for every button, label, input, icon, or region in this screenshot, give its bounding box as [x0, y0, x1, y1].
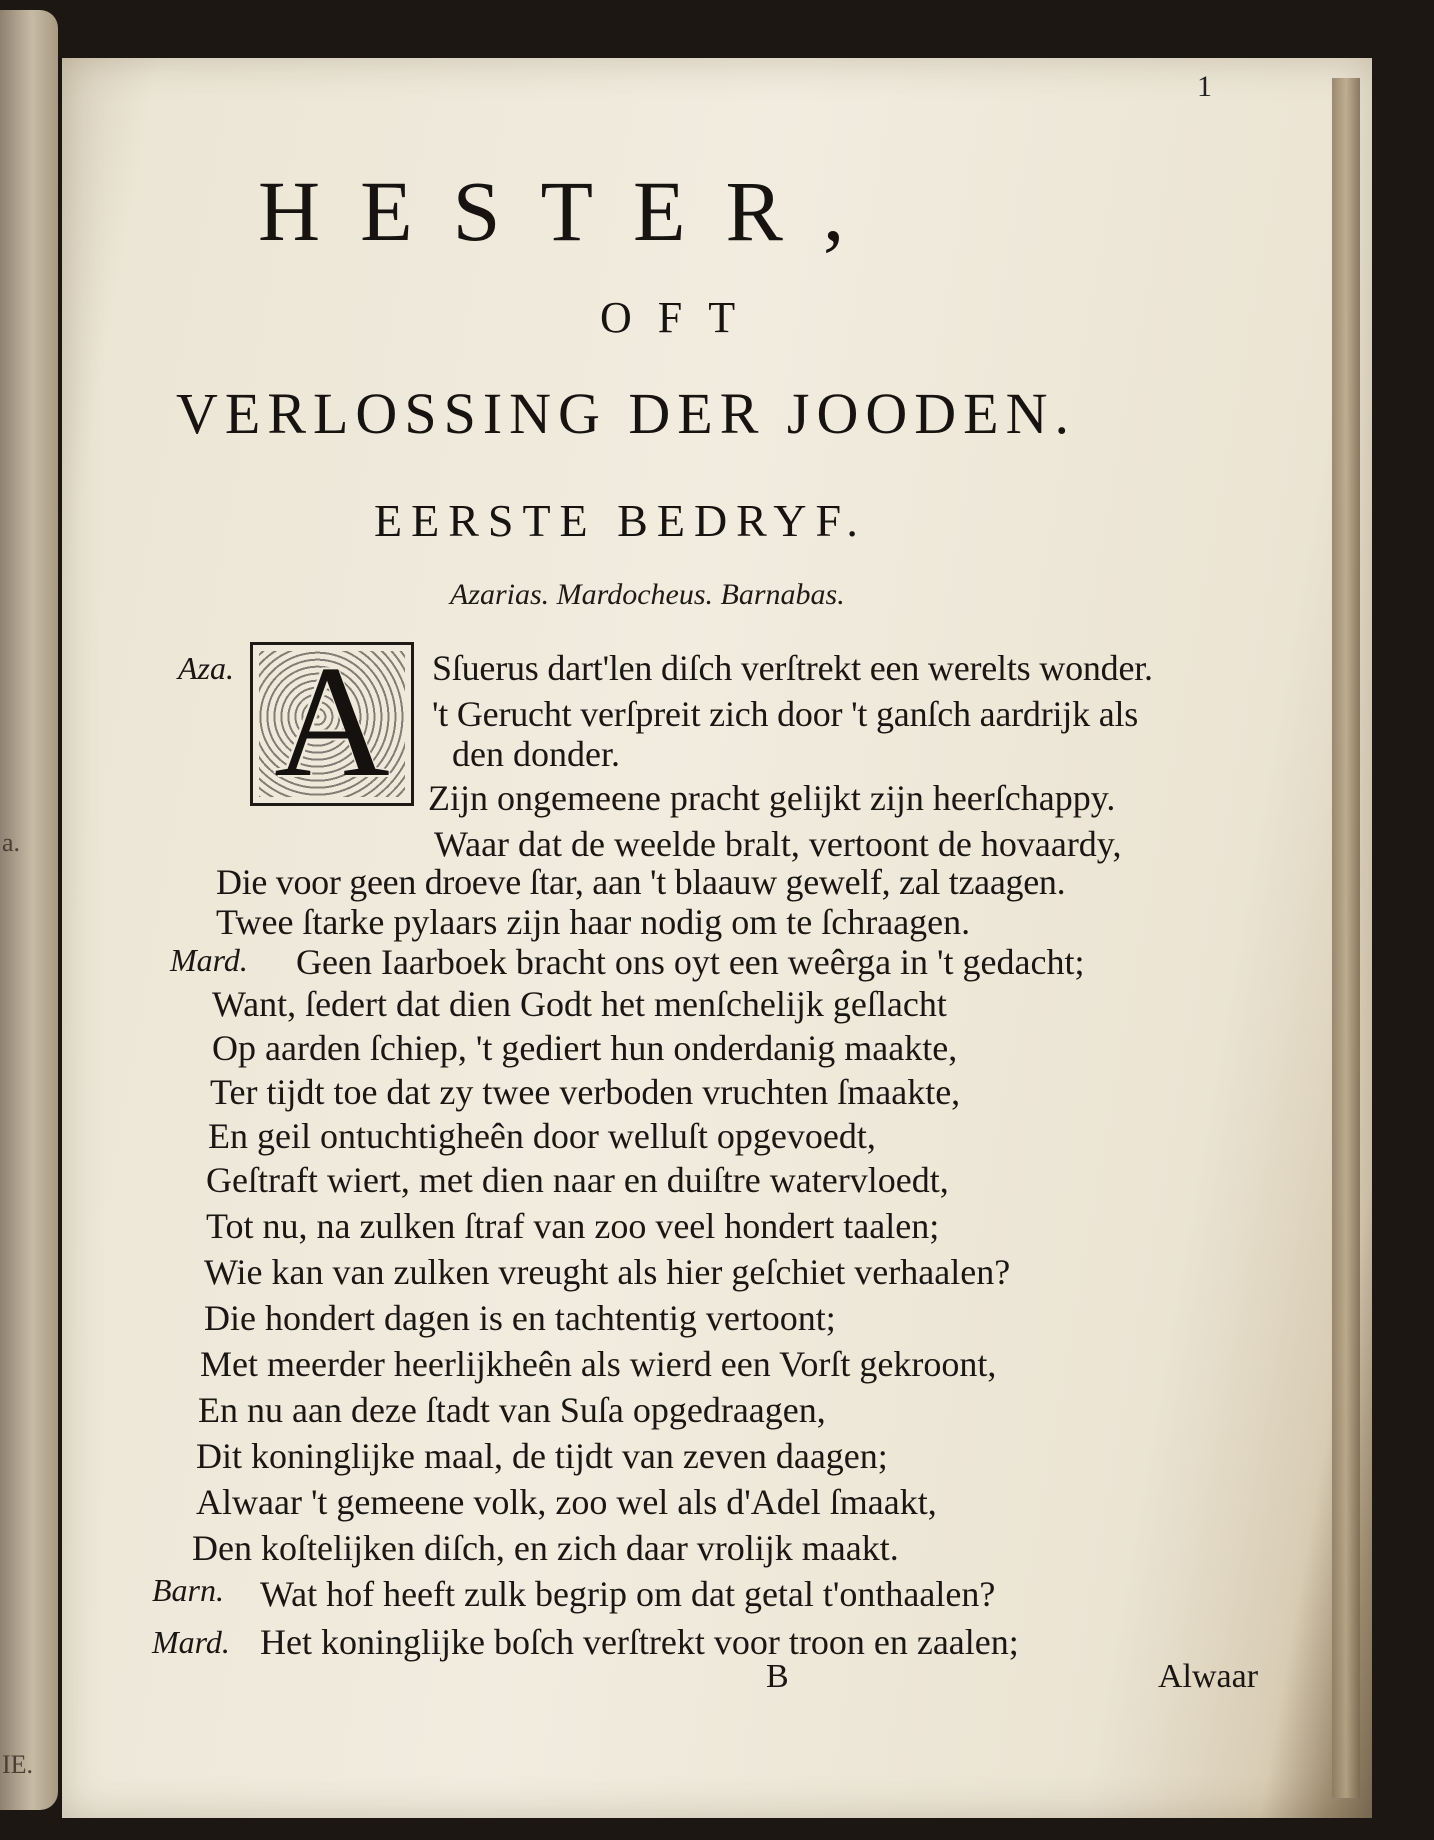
catchword: Alwaar — [1158, 1658, 1259, 1695]
verse-line: Alwaar 't gemeene volk, zoo wel als d'Adel ſmaakt, — [196, 1482, 937, 1522]
verse-line: Geſtraft wiert, met dien naar en duiſtre watervloedt, — [206, 1160, 949, 1200]
page-number: 1 — [1197, 70, 1212, 103]
verse-line: Die voor geen droeve ſtar, aan 't blaauw gewelf, zal tzaagen. — [216, 862, 1066, 902]
title-conjunction: OFT — [600, 293, 762, 342]
verse-line: Tot nu, na zulken ſtraf van zoo veel hondert taalen; — [206, 1206, 940, 1246]
left-page-fragment: a. — [2, 828, 21, 857]
verse-line: Ter tijdt toe dat zy twee verboden vruchten ſmaakte, — [210, 1072, 961, 1112]
signature-mark: B — [766, 1658, 789, 1695]
speaker-label: Mard. — [170, 942, 248, 978]
page-edge-shadow — [1332, 78, 1360, 1798]
verse-line: Sſuerus dart'len diſch verſtrekt een werelts wonder. — [432, 648, 1153, 688]
verse-line: En geil ontuchtigheên door welluſt opgevoedt, — [208, 1116, 876, 1156]
verse-line: Wat hof heeft zulk begrip om dat getal t'onthaalen? — [260, 1574, 996, 1614]
verse-line: Twee ſtarke pylaars zijn haar nodig om te ſchraagen. — [216, 902, 971, 942]
initial-letter: A — [274, 632, 390, 810]
speaker-label: Aza. — [178, 650, 234, 686]
left-page-fragment: IE. — [2, 1750, 34, 1779]
verse-line: Die hondert dagen is en tachtentig vertoont; — [204, 1298, 836, 1338]
act-heading: EERSTE BEDRYF. — [374, 495, 867, 546]
verse-line: Zijn ongemeene pracht gelijkt zijn heerſchappy. — [428, 778, 1116, 818]
dramatis-personae: Azarias. Mardocheus. Barnabas. — [450, 578, 845, 611]
verse-line: Wie kan van zulken vreught als hier geſchiet verhaalen? — [204, 1252, 1011, 1292]
decorated-initial — [250, 632, 414, 810]
speaker-label: Mard. — [152, 1624, 230, 1660]
subtitle: VERLOSSING DER JOODEN. — [176, 381, 1076, 446]
speaker-label: Barn. — [152, 1572, 224, 1608]
verse-line: Het koninglijke boſch verſtrekt voor troon en zaalen; — [260, 1622, 1019, 1662]
verse-line: En nu aan deze ſtadt van Suſa opgedraagen, — [198, 1390, 826, 1430]
verse-line: Waar dat de weelde bralt, vertoont de hovaardy, — [434, 824, 1122, 864]
verse-line: Dit koninglijke maal, de tijdt van zeven daagen; — [196, 1436, 888, 1476]
verse-line: Op aarden ſchiep, 't gediert hun onderdanig maakte, — [212, 1028, 958, 1068]
verse-line: Met meerder heerlijkheên als wierd een Vorſt gekroont, — [200, 1344, 997, 1384]
verse-line: den donder. — [452, 734, 620, 774]
verse-line: Den koſtelijken diſch, en zich daar vrolijk maakt. — [192, 1528, 899, 1568]
verse-line: Want, ſedert dat dien Godt het menſchelijk geſlacht — [212, 984, 947, 1024]
left-page-edge — [0, 10, 58, 1810]
verse-line: Geen Iaarboek bracht ons oyt een weêrga in 't gedacht; — [296, 942, 1085, 982]
verse-line: 't Gerucht verſpreit zich door 't ganſch aardrijk als — [432, 694, 1139, 734]
page-title: HESTER, — [258, 163, 885, 259]
